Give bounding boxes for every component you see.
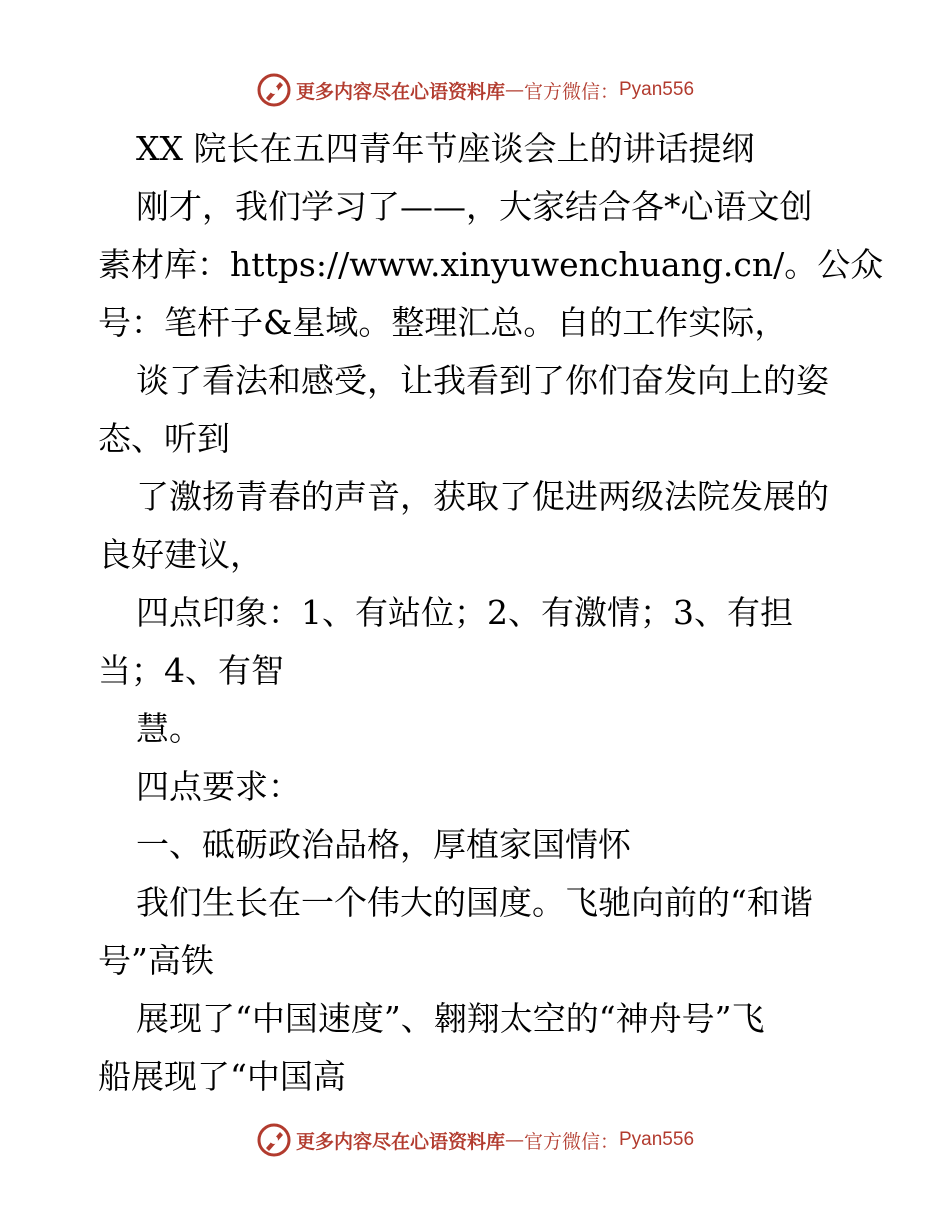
text-line: 四点要求： xyxy=(136,767,301,806)
footer-watermark xyxy=(0,1120,950,1160)
text-line: 谈了看法和感受，让我看到了你们奋发向上的姿 xyxy=(136,361,829,400)
document-title: XX 院长在五四青年节座谈会上的讲话提纲 xyxy=(136,129,755,168)
text-line: 四点印象：1、有站位；2、有激情；3、有担 xyxy=(136,593,793,632)
text-line: 船展现了“中国高 xyxy=(98,1057,346,1096)
watermark-text: 更多内容尽在心语资料库 xyxy=(295,80,505,103)
watermark-wechat-id: Pyan556 xyxy=(619,79,695,100)
section-heading: 一、砥砺政治品格，厚植家国情怀 xyxy=(136,825,631,864)
text-line: 态、听到 xyxy=(98,419,230,458)
text-line: 号”高铁 xyxy=(98,941,214,980)
text-line: 了激扬青春的声音，获取了促进两级法院发展的 xyxy=(136,477,829,516)
pen-seal-icon xyxy=(256,1122,292,1158)
watermark-separator: — xyxy=(504,79,524,101)
text-line: 良好建议， xyxy=(98,535,263,574)
text-line: 刚才，我们学习了——，大家结合各*心语文创 xyxy=(136,187,813,226)
watermark-separator: — xyxy=(504,1129,524,1151)
watermark-wechat-id: Pyan556 xyxy=(619,1129,695,1150)
document-body xyxy=(98,120,884,1106)
text-line: 号：笔杆子&星域。整理汇总。自的工作实际， xyxy=(98,303,788,342)
text-line: 展现了“中国速度”、翱翔太空的“神舟号”飞 xyxy=(136,999,765,1038)
text-line: 当；4、有智 xyxy=(98,651,284,690)
text-line: 素材库：https://www.xinyuwenchuang.cn/。公众 xyxy=(98,245,884,284)
watermark-text: 更多内容尽在心语资料库 xyxy=(295,1130,505,1153)
header-watermark xyxy=(0,70,950,110)
text-line: 我们生长在一个伟大的国度。飞驰向前的“和谐 xyxy=(136,883,813,922)
pen-seal-icon xyxy=(256,72,292,108)
watermark-wechat-label: 官方微信： xyxy=(523,80,619,103)
text-line: 慧。 xyxy=(136,709,202,748)
watermark-wechat-label: 官方微信： xyxy=(523,1130,619,1153)
